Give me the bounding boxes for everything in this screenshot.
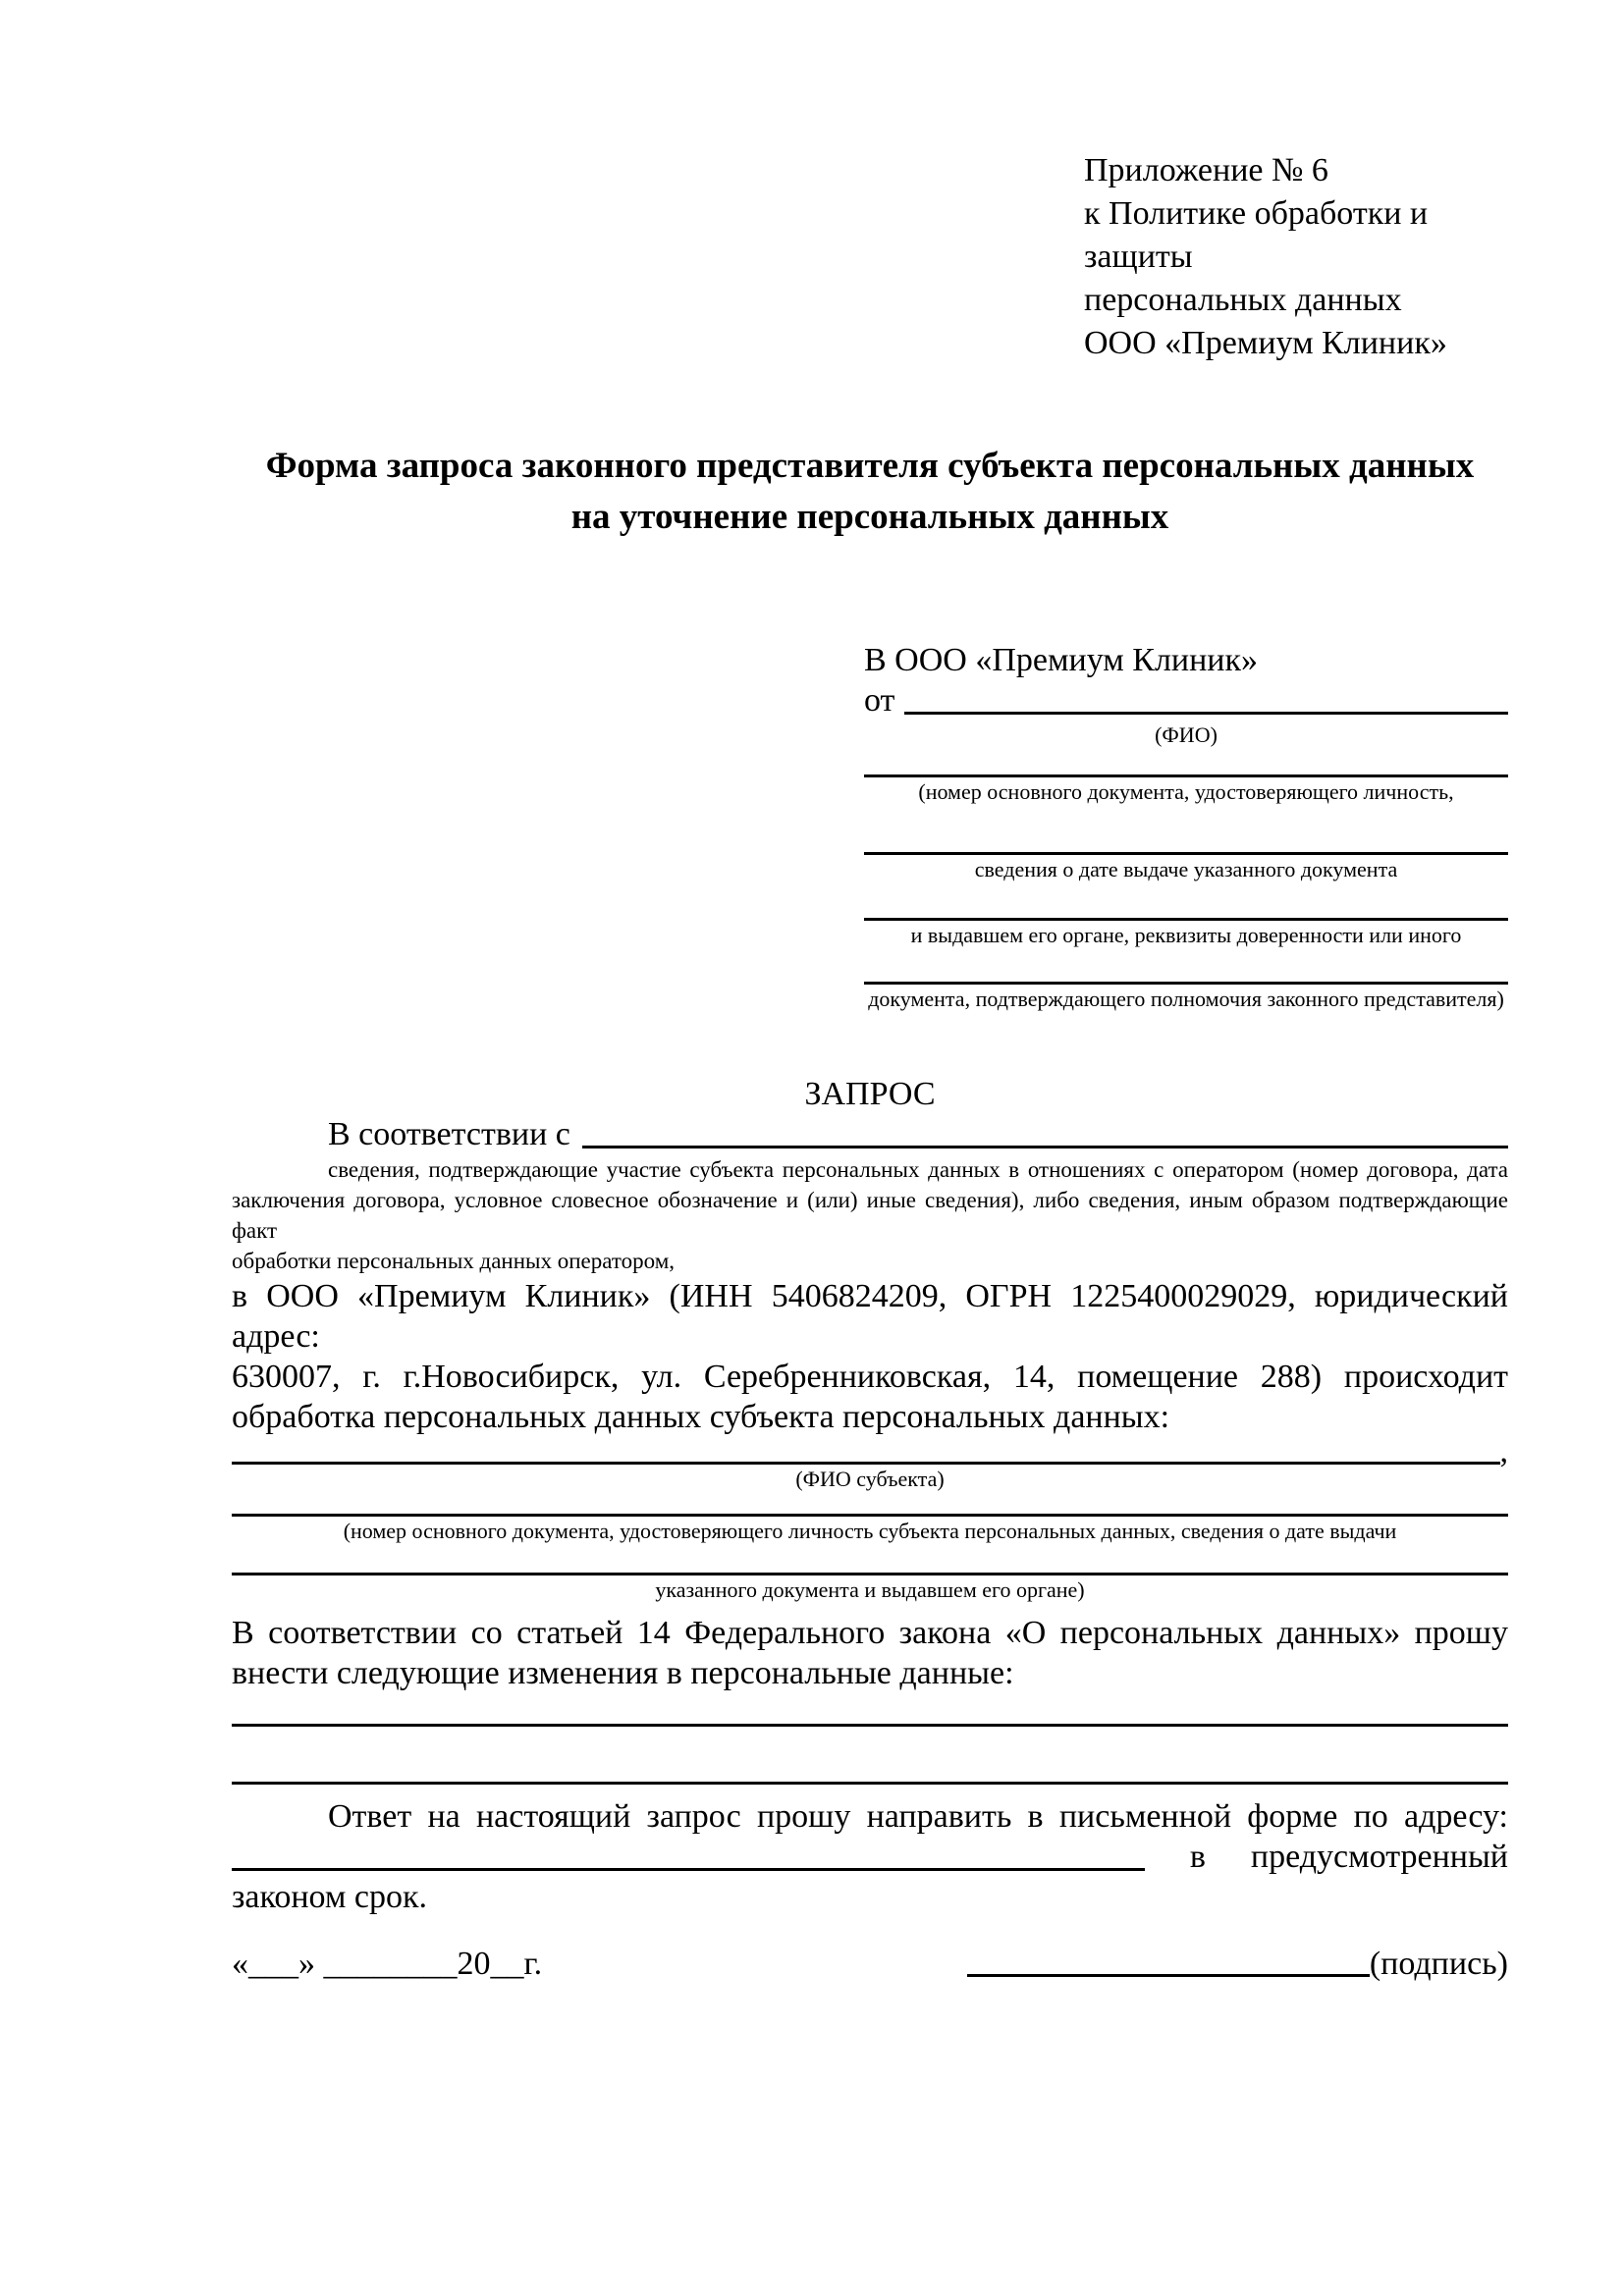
request-heading: ЗАПРОС	[804, 1076, 936, 1112]
reply-word-1: в	[1189, 1839, 1206, 1875]
page-title-line-2: на уточнение персональных данных	[570, 497, 1169, 537]
doc-blank-line-1	[864, 750, 1508, 777]
date-signature-row	[232, 1944, 1508, 1984]
text-line: в ООО «Премиум Клиник» (ИНН 5406824209, ОГРН 1225400029029, юридический адрес:	[232, 1278, 1508, 1355]
reply-word-2: предусмотренный	[1250, 1839, 1508, 1875]
text-line: внести следующие изменения в персональные данные:	[232, 1655, 1014, 1691]
doc-caption-1: (номер основного документа, удостоверяющего личность,	[918, 779, 1454, 804]
signature-blank-line	[967, 1974, 1370, 1977]
fio-caption: (ФИО)	[1155, 722, 1218, 747]
trailing-comma: ,	[1499, 1433, 1508, 1469]
text-line: сведения, подтверждающие участие субъекта персональных данных в отношениях с оператором (номер договора, дата	[328, 1157, 1508, 1182]
doc-blank-line-2	[864, 807, 1508, 855]
subject-doc-blank-line-2	[232, 1546, 1508, 1575]
doc-blank-line-4	[864, 950, 1508, 985]
doc-blank-line-3	[864, 884, 1508, 921]
document-content	[232, 0, 1508, 1984]
reply-tail: законом срок.	[232, 1879, 427, 1915]
subject-fio-caption: (ФИО субъекта)	[795, 1467, 945, 1491]
from-row	[864, 680, 1508, 721]
page-title-line-1: Форма запроса законного представителя субъекта персональных данных	[265, 446, 1475, 486]
text-line: обработка персональных данных субъекта персональных данных:	[232, 1399, 1170, 1435]
appendix-header	[1084, 149, 1508, 365]
text-line: ООО «Премиум Клиник»	[1084, 325, 1447, 361]
changes-blank-line-1	[232, 1693, 1508, 1727]
from-blank-line	[904, 712, 1508, 715]
doc-caption-2: сведения о дате выдаче указанного документа	[974, 857, 1398, 881]
reply-address-row	[232, 1837, 1508, 1877]
text-line: В соответствии со статьей 14 Федерального закона «О персональных данных» прошу	[232, 1615, 1508, 1651]
signature-group	[967, 1944, 1508, 1984]
operator-paragraph	[232, 1276, 1508, 1437]
law-paragraph	[232, 1613, 1508, 1693]
text-line: Приложение № 6	[1084, 152, 1328, 188]
intro-blank-line	[582, 1146, 1508, 1148]
subject-doc-caption-2: указанного документа и выдавшем его органе)	[655, 1577, 1085, 1602]
fine-print	[232, 1154, 1508, 1276]
reply-address-blank-line	[232, 1868, 1145, 1871]
reply-paragraph: Ответ на настоящий запрос прошу направить в письменной форме по адресу:	[328, 1798, 1508, 1835]
doc-caption-4: документа, подтверждающего полномочия законного представителя)	[868, 987, 1504, 1011]
intro-label: В соответствии с	[328, 1116, 570, 1152]
subject-doc-blank-line-1	[232, 1494, 1508, 1517]
page-title	[232, 441, 1508, 543]
intro-row	[232, 1114, 1508, 1154]
date-template: «___» ________20__г.	[232, 1946, 543, 1982]
text-line: 630007, г. г.Новосибирск, ул. Серебренниковская, 14, помещение 288) происходит	[232, 1359, 1508, 1395]
text-line: персональных данных	[1084, 282, 1402, 318]
signature-caption: (подпись)	[1369, 1946, 1508, 1982]
text-line: к Политике обработки и защиты	[1084, 195, 1429, 275]
subject-doc-caption-1: (номер основного документа, удостоверяющего личность субъекта персональных данных, сведения о дате выдачи	[343, 1519, 1397, 1543]
doc-caption-3: и выдавшем его органе, реквизиты доверенности или иного	[910, 923, 1462, 947]
addressee-to: В ООО «Премиум Клиник»	[864, 642, 1259, 678]
from-label: от	[864, 682, 895, 719]
text-line: заключения договора, условное словесное обозначение и (или) иные сведения), либо сведения, иным образом подтверждающие факт	[232, 1188, 1508, 1243]
changes-blank-line-2	[232, 1727, 1508, 1785]
addressee-block	[864, 640, 1508, 1014]
text-line: обработки персональных данных оператором,	[232, 1249, 675, 1273]
